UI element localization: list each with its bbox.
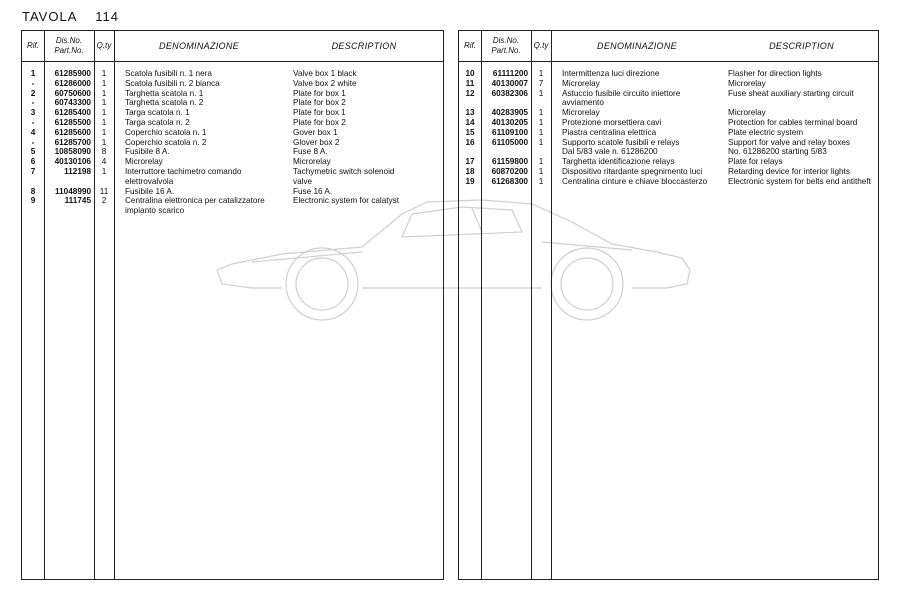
table-row xyxy=(22,147,443,157)
table-row xyxy=(22,196,443,206)
table-row xyxy=(459,89,878,99)
row-part-number: 61285900 xyxy=(54,69,91,78)
table-row xyxy=(22,118,443,128)
row-quantity: 11 xyxy=(99,186,109,196)
table-row xyxy=(459,167,878,177)
col-qty-header xyxy=(531,31,551,61)
row-quantity: 1 xyxy=(101,117,107,127)
row-part-number: 11048990 xyxy=(55,186,91,196)
left-parts-table xyxy=(21,30,444,580)
row-description: Support for valve and relay boxes xyxy=(728,137,850,147)
table-row xyxy=(22,167,443,177)
table-header xyxy=(459,31,878,62)
row-part-number: 40130007 xyxy=(491,78,528,88)
row-ref: 16 xyxy=(465,137,475,147)
row-part-number: 61285500 xyxy=(54,117,91,127)
row-description: Valve box 1 black xyxy=(293,69,357,78)
row-quantity: 1 xyxy=(538,69,544,78)
row-ref: 19 xyxy=(465,176,475,186)
right-rows xyxy=(459,69,878,187)
row-denominazione: Centralina cinture e chiave bloccasterzo xyxy=(562,176,708,186)
row-description: Retarding device for interior lights xyxy=(728,166,850,176)
col-ref-label: Rif. xyxy=(464,41,476,50)
row-ref: - xyxy=(31,78,35,88)
row-denominazione: Piastra centralina elettrica xyxy=(562,127,657,137)
table-row xyxy=(22,206,443,216)
col-it-header xyxy=(114,31,284,61)
row-part-number: 61285600 xyxy=(54,127,91,137)
table-row xyxy=(459,79,878,89)
table-row xyxy=(22,138,443,148)
row-part-number: 61159800 xyxy=(492,157,528,167)
row-description: Flasher for direction lights xyxy=(728,69,822,78)
row-description: valve xyxy=(293,176,313,186)
row-denominazione: Intermittenza luci direzione xyxy=(562,69,660,78)
row-quantity: 2 xyxy=(101,196,107,206)
row-part-number: 61268300 xyxy=(491,176,528,186)
row-part-number: 61105000 xyxy=(492,137,528,147)
row-denominazione: Supporto scatole fusibili e relays xyxy=(562,137,680,147)
col-qty-label: Q.ty xyxy=(533,41,549,50)
row-ref: 8 xyxy=(30,186,36,196)
col-ref-label: Rif. xyxy=(27,41,39,50)
row-description: Electronic system for calatyst xyxy=(293,196,400,206)
row-quantity: 1 xyxy=(101,127,107,137)
row-description: Microrelay xyxy=(293,157,331,167)
col-en-header xyxy=(284,31,444,61)
row-denominazione: Dispositivo ritardante spegnimento luci xyxy=(562,166,703,176)
row-denominazione: Interruttore tachimetro comando xyxy=(125,166,242,176)
row-ref: 2 xyxy=(30,88,36,98)
row-part-number: 60870200 xyxy=(491,166,528,176)
table-row xyxy=(459,118,878,128)
row-denominazione: Protezione morsettiera cavi xyxy=(562,117,662,127)
row-quantity: 1 xyxy=(538,117,544,127)
row-ref: - xyxy=(31,137,35,147)
row-quantity: 1 xyxy=(101,137,107,147)
right-parts-table xyxy=(458,30,879,580)
row-description: Fuse 8 A. xyxy=(293,147,328,157)
table-row xyxy=(22,177,443,187)
table-row xyxy=(459,138,878,148)
row-description: Tachymetric switch solenoid xyxy=(293,166,395,176)
row-part-number: 10858090 xyxy=(54,147,91,157)
col-part-header xyxy=(44,31,94,61)
col-it-header xyxy=(551,31,723,61)
row-quantity: 1 xyxy=(538,166,544,176)
row-ref: 15 xyxy=(465,127,475,137)
table-row xyxy=(22,69,443,79)
table-row xyxy=(459,98,878,108)
row-ref: 5 xyxy=(30,147,36,157)
table-row xyxy=(22,89,443,99)
table-row xyxy=(459,128,878,138)
row-description: Protection for cables terminal board xyxy=(728,117,858,127)
row-denominazione: Targhetta scatola n. 2 xyxy=(125,98,204,108)
row-denominazione: Astuccio fusibile circuito iniettore xyxy=(562,88,681,98)
row-part-number: 40130106 xyxy=(54,157,91,167)
row-description: Glover box 2 xyxy=(293,137,340,147)
row-quantity: 1 xyxy=(538,108,544,118)
row-denominazione: Targhetta identificazione relays xyxy=(562,157,675,167)
row-description: Plate for box 1 xyxy=(293,108,346,118)
row-part-number: 60743300 xyxy=(54,98,91,108)
col-qty-header xyxy=(94,31,114,61)
row-ref: - xyxy=(31,117,35,127)
table-row xyxy=(22,187,443,197)
row-ref: 12 xyxy=(465,88,475,98)
col-part-label-2: Part.No. xyxy=(54,46,84,55)
table-row xyxy=(22,98,443,108)
row-ref: 10 xyxy=(465,69,475,78)
row-description: Microrelay xyxy=(728,78,766,88)
row-denominazione: Coperchio scatola n. 2 xyxy=(125,137,207,147)
row-quantity: 1 xyxy=(538,157,544,167)
row-denominazione: Fusibile 8 A. xyxy=(125,147,170,157)
row-denominazione: Targa scatola n. 1 xyxy=(125,108,190,118)
table-row xyxy=(459,69,878,79)
row-description: Gover box 1 xyxy=(293,127,338,137)
row-denominazione: Microrelay xyxy=(562,108,600,118)
row-quantity: 1 xyxy=(101,78,107,88)
table-row xyxy=(459,147,878,157)
row-denominazione: impianto scarico xyxy=(125,206,185,216)
row-quantity: 1 xyxy=(101,88,107,98)
row-part-number: 61286000 xyxy=(54,78,91,88)
left-rows xyxy=(22,69,443,216)
row-quantity: 4 xyxy=(101,157,107,167)
col-part-label-2: Part.No. xyxy=(491,46,521,55)
row-denominazione: Targhetta scatola n. 1 xyxy=(125,88,204,98)
row-description: Plate for box 2 xyxy=(293,117,346,127)
col-en-header xyxy=(723,31,880,61)
row-quantity: 1 xyxy=(101,98,107,108)
row-denominazione: elettrovalvola xyxy=(125,176,174,186)
row-description: Plate for box 2 xyxy=(293,98,346,108)
row-part-number: 60750600 xyxy=(54,88,91,98)
row-ref: 4 xyxy=(30,127,36,137)
row-denominazione: Centralina elettronica per catalizzatore xyxy=(125,196,265,206)
row-part-number: 40130205 xyxy=(491,117,528,127)
row-denominazione: Fusibile 16 A. xyxy=(125,186,175,196)
page-number: 114 xyxy=(95,9,120,24)
row-quantity: 1 xyxy=(538,88,544,98)
row-description: Fuse 16 A. xyxy=(293,186,333,196)
col-it-label: DENOMINAZIONE xyxy=(159,41,239,51)
page-title xyxy=(22,9,119,24)
row-quantity: 1 xyxy=(101,166,107,176)
row-ref: 7 xyxy=(30,166,36,176)
col-ref-header xyxy=(22,31,44,61)
row-part-number: 112198 xyxy=(64,166,91,176)
table-row xyxy=(22,79,443,89)
row-ref: 14 xyxy=(465,117,475,127)
row-quantity: 8 xyxy=(101,147,107,157)
row-description: Electronic system for belts end antitheft xyxy=(728,176,871,186)
row-denominazione: Coperchio scatola n. 1 xyxy=(125,127,207,137)
col-part-label-1: Dis.No. xyxy=(492,36,520,45)
row-quantity: 1 xyxy=(101,69,107,78)
row-part-number: 111745 xyxy=(64,196,91,206)
row-quantity: 1 xyxy=(538,127,544,137)
row-part-number: 60382306 xyxy=(491,88,528,98)
row-description: Microrelay xyxy=(728,108,766,118)
row-denominazione: Microrelay xyxy=(125,157,163,167)
col-part-header xyxy=(481,31,531,61)
col-part-label-1: Dis.No. xyxy=(55,36,83,45)
row-ref: 11 xyxy=(465,78,475,88)
row-part-number: 61285400 xyxy=(54,108,91,118)
row-ref: 3 xyxy=(30,108,36,118)
row-part-number: 40283905 xyxy=(491,108,528,118)
row-description: Valve box 2 white xyxy=(293,78,357,88)
table-row xyxy=(22,128,443,138)
row-description: Plate for relays xyxy=(728,157,783,167)
page-title-label: TAVOLA xyxy=(22,9,77,24)
col-en-label: DESCRIPTION xyxy=(769,41,834,51)
row-ref: 6 xyxy=(30,157,36,167)
row-denominazione: Scatola fusibili n. 2 bianca xyxy=(125,78,220,88)
table-row xyxy=(22,157,443,167)
row-denominazione: Microrelay xyxy=(562,78,600,88)
row-ref: - xyxy=(31,98,35,108)
row-denominazione: Targa scatola n. 2 xyxy=(125,117,190,127)
row-ref: 18 xyxy=(465,166,475,176)
row-denominazione: Scatola fusibili n. 1 nera xyxy=(125,69,212,78)
col-it-label: DENOMINAZIONE xyxy=(597,41,677,51)
table-row xyxy=(22,108,443,118)
row-description: Plate for box 1 xyxy=(293,88,346,98)
row-description: No. 61286200 starting 5/83 xyxy=(728,147,827,157)
row-quantity: 7 xyxy=(538,78,544,88)
row-denominazione: avviamento xyxy=(562,98,604,108)
row-ref: 9 xyxy=(30,196,36,206)
row-quantity: 1 xyxy=(538,176,544,186)
row-denominazione: Dal 5/83 vale n. 61286200 xyxy=(562,147,658,157)
table-header xyxy=(22,31,443,62)
row-ref: 1 xyxy=(30,69,36,78)
row-description: Fuse sheat auxiliary starting circuit xyxy=(728,88,854,98)
table-row xyxy=(459,157,878,167)
row-ref: 13 xyxy=(465,108,475,118)
col-qty-label: Q.ty xyxy=(96,41,112,50)
row-quantity: 1 xyxy=(538,137,544,147)
row-ref: 17 xyxy=(465,157,475,167)
row-part-number: 61111200 xyxy=(492,69,528,78)
col-ref-header xyxy=(459,31,481,61)
row-description: Plate electric system xyxy=(728,127,804,137)
table-row xyxy=(459,177,878,187)
col-en-label: DESCRIPTION xyxy=(331,41,397,51)
table-row xyxy=(459,108,878,118)
row-part-number: 61109100 xyxy=(492,127,528,137)
row-quantity: 1 xyxy=(101,108,107,118)
row-part-number: 61285700 xyxy=(54,137,91,147)
